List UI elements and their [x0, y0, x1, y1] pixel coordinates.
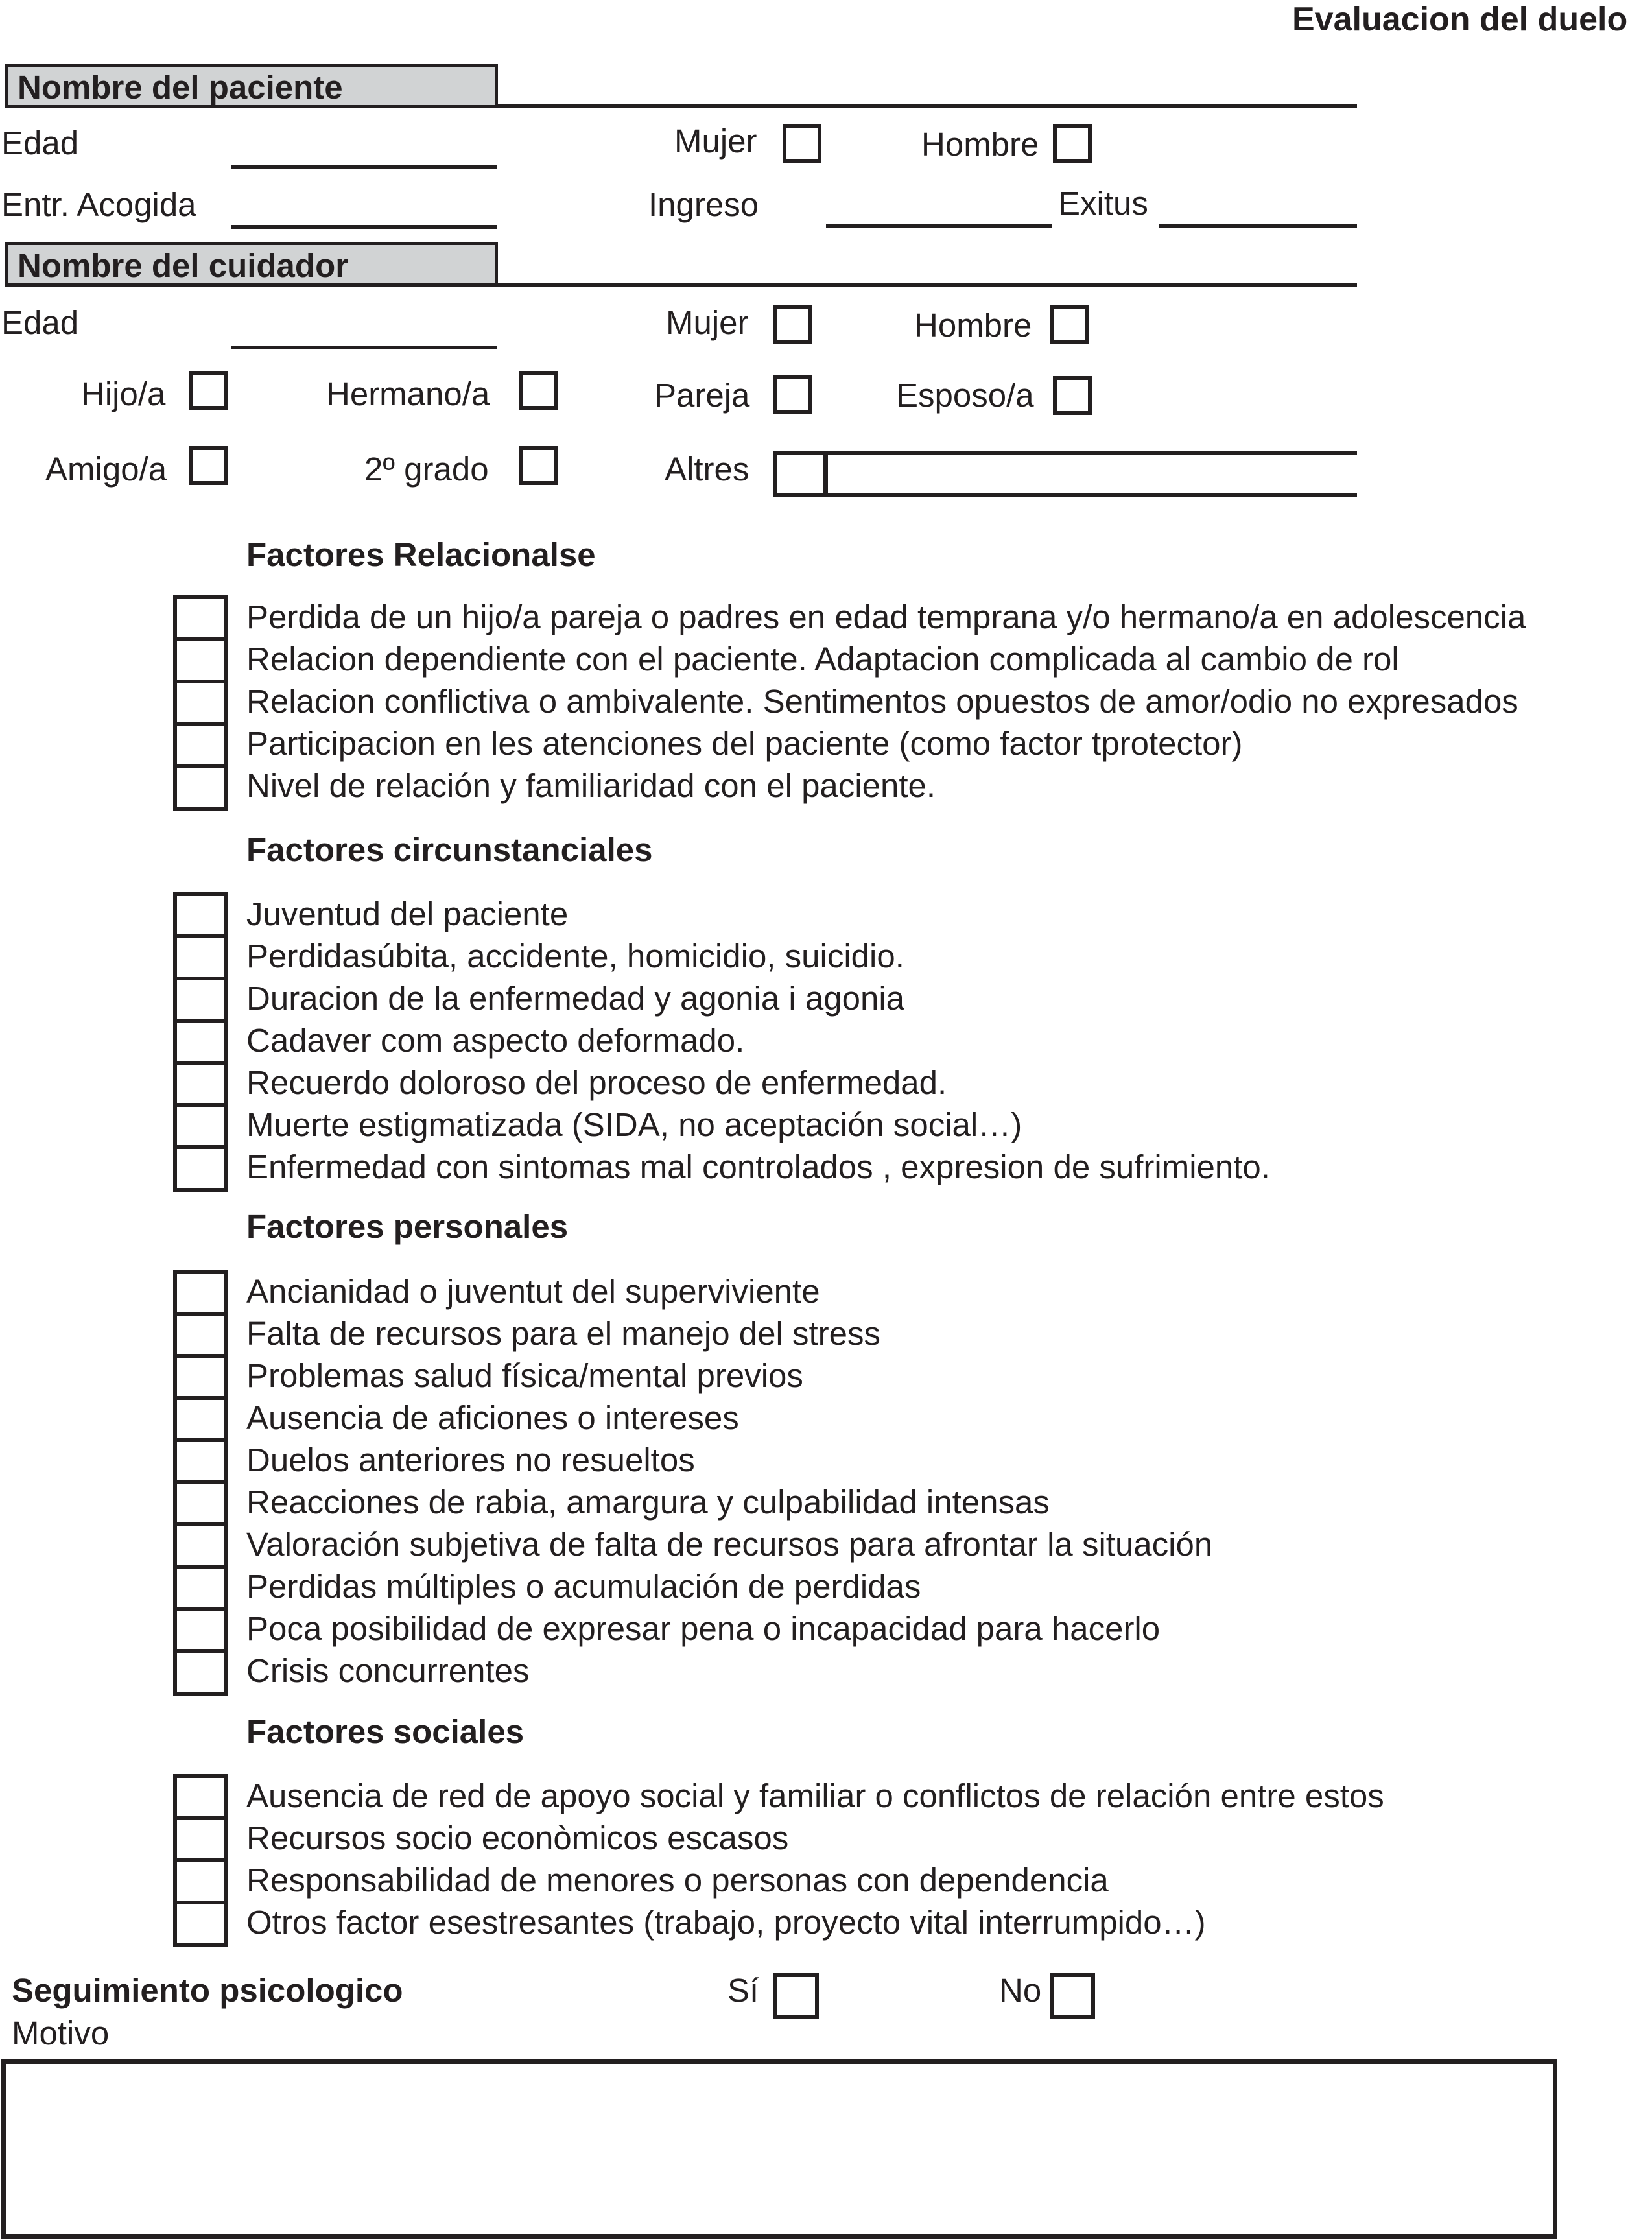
factor-item-label: Perdidas múltiples o acumulación de perdidas	[246, 1568, 921, 1605]
caregiver-male-label: Hombre	[914, 307, 1032, 344]
relation-amigo-label: Amigo/a	[45, 451, 167, 488]
relation-hermano-checkbox[interactable]	[519, 371, 558, 410]
factor-checkbox[interactable]	[173, 637, 228, 684]
factor-item-label: Ancianidad o juventut del superviviente	[246, 1273, 820, 1310]
factor-item-label: Crisis concurrentes	[246, 1652, 530, 1689]
patient-female-checkbox[interactable]	[783, 124, 821, 163]
relation-esposo-label: Esposo/a	[896, 377, 1034, 414]
factor-item-label: Problemas salud física/mental previos	[246, 1357, 803, 1394]
relation-segundo-grado-label: 2º grado	[364, 451, 489, 488]
patient-female-label: Mujer	[674, 123, 757, 160]
ingreso-field[interactable]	[826, 224, 1052, 228]
followup-yes-checkbox[interactable]	[773, 1973, 819, 2019]
section-heading: Factores sociales	[246, 1713, 525, 1750]
factor-checkbox[interactable]	[173, 1522, 228, 1569]
factor-checkbox[interactable]	[173, 1145, 228, 1192]
factor-item-label: Duelos anteriores no resueltos	[246, 1441, 695, 1478]
patient-age-label: Edad	[1, 124, 79, 161]
factor-checkbox[interactable]	[173, 1019, 228, 1065]
entr-acogida-field[interactable]	[231, 225, 497, 229]
relation-hijo-checkbox[interactable]	[189, 371, 228, 410]
caregiver-male-checkbox[interactable]	[1050, 305, 1089, 344]
relation-hermano-label: Hermano/a	[326, 375, 490, 412]
exitus-field[interactable]	[1159, 224, 1357, 228]
factor-checkbox[interactable]	[173, 1858, 228, 1905]
factor-checkbox[interactable]	[173, 764, 228, 811]
relation-amigo-checkbox[interactable]	[189, 446, 228, 485]
factor-item-label: Perdidasúbita, accidente, homicidio, suicidio.	[246, 938, 904, 975]
followup-yes-label: Sí	[727, 1972, 759, 2009]
factor-checkbox[interactable]	[173, 1103, 228, 1150]
ingreso-label: Ingreso	[648, 186, 759, 223]
caregiver-age-field[interactable]	[231, 346, 497, 349]
relation-altres-checkbox[interactable]	[773, 451, 828, 497]
followup-no-label: No	[999, 1972, 1042, 2009]
factor-checkbox[interactable]	[173, 1565, 228, 1611]
factor-item-label: Reacciones de rabia, amargura y culpabilidad intensas	[246, 1484, 1050, 1521]
factor-item-label: Valoración subjetiva de falta de recursos para afrontar la situación	[246, 1526, 1213, 1563]
factor-item-label: Ausencia de aficiones o intereses	[246, 1399, 739, 1436]
form-title: Evaluacion del duelo	[1292, 1, 1628, 38]
factor-item-label: Nivel de relación y familiaridad con el paciente.	[246, 767, 936, 804]
factor-checkbox[interactable]	[173, 1438, 228, 1485]
factor-item-label: Responsabilidad de menores o personas con dependencia	[246, 1862, 1109, 1899]
motivo-label: Motivo	[12, 2015, 110, 2052]
factor-checkbox[interactable]	[173, 934, 228, 981]
factor-checkbox[interactable]	[173, 680, 228, 726]
relation-pareja-checkbox[interactable]	[773, 375, 812, 414]
factor-item-label: Participacion en les atenciones del paciente (como factor tprotector)	[246, 725, 1243, 762]
caregiver-name-label: Nombre del cuidador	[18, 247, 349, 284]
section-heading: Factores circunstanciales	[246, 831, 653, 868]
factor-checkbox[interactable]	[173, 1061, 228, 1108]
factor-item-label: Recuerdo doloroso del proceso de enfermedad.	[246, 1064, 947, 1101]
patient-age-field[interactable]	[231, 165, 497, 169]
factor-checkbox[interactable]	[173, 595, 228, 642]
patient-name-label: Nombre del paciente	[18, 69, 343, 106]
factor-item-label: Relacion dependiente con el paciente. Adaptacion complicada al cambio de rol	[246, 641, 1399, 678]
factor-checkbox[interactable]	[173, 1312, 228, 1358]
relation-pareja-label: Pareja	[654, 377, 750, 414]
factor-checkbox[interactable]	[173, 722, 228, 768]
factor-checkbox[interactable]	[173, 977, 228, 1023]
section-heading: Factores personales	[246, 1208, 569, 1245]
relation-esposo-checkbox[interactable]	[1053, 376, 1092, 415]
factor-item-label: Ausencia de red de apoyo social y familiar o conflictos de relación entre estos	[246, 1777, 1384, 1814]
factor-item-label: Duracion de la enfermedad y agonia i agonia	[246, 980, 905, 1017]
factor-item-label: Relacion conflictiva o ambivalente. Sentimentos opuestos de amor/odio no expresados	[246, 683, 1518, 720]
relation-segundo-grado-checkbox[interactable]	[519, 446, 558, 485]
followup-label: Seguimiento psicologico	[12, 1972, 403, 2009]
factor-checkbox[interactable]	[173, 1396, 228, 1443]
caregiver-age-label: Edad	[1, 304, 79, 341]
factor-checkbox[interactable]	[173, 1480, 228, 1527]
followup-no-checkbox[interactable]	[1050, 1973, 1095, 2019]
factor-checkbox[interactable]	[173, 1901, 228, 1947]
factor-item-label: Perdida de un hijo/a pareja o padres en edad temprana y/o hermano/a en adolescencia	[246, 598, 1526, 635]
patient-name-label-box	[5, 64, 498, 108]
caregiver-female-checkbox[interactable]	[773, 305, 812, 344]
factor-checkbox[interactable]	[173, 1354, 228, 1401]
caregiver-name-label-box	[5, 242, 498, 287]
factor-checkbox[interactable]	[173, 1816, 228, 1863]
factor-item-label: Cadaver com aspecto deformado.	[246, 1022, 745, 1059]
patient-name-field[interactable]	[498, 104, 1357, 108]
relation-altres-field[interactable]	[823, 451, 1357, 497]
factor-item-label: Juventud del paciente	[246, 895, 569, 932]
factor-checkbox[interactable]	[173, 1774, 228, 1821]
relation-altres-label: Altres	[665, 451, 749, 488]
motivo-textarea[interactable]	[1, 2059, 1557, 2239]
caregiver-female-label: Mujer	[666, 304, 749, 341]
factor-checkbox[interactable]	[173, 1649, 228, 1696]
factor-item-label: Recursos socio econòmicos escasos	[246, 1819, 789, 1856]
factor-item-label: Falta de recursos para el manejo del stress	[246, 1315, 880, 1352]
caregiver-name-field[interactable]	[498, 283, 1357, 287]
section-heading: Factores Relacionalse	[246, 536, 596, 573]
factor-item-label: Muerte estigmatizada (SIDA, no aceptación social…)	[246, 1106, 1022, 1143]
factor-checkbox[interactable]	[173, 892, 228, 939]
exitus-label: Exitus	[1058, 185, 1148, 222]
factor-item-label: Poca posibilidad de expresar pena o incapacidad para hacerlo	[246, 1610, 1161, 1647]
relation-hijo-label: Hijo/a	[81, 375, 166, 412]
patient-male-label: Hombre	[921, 126, 1039, 163]
factor-item-label: Enfermedad con sintomas mal controlados , expresion de sufrimiento.	[246, 1148, 1270, 1185]
patient-male-checkbox[interactable]	[1053, 124, 1092, 163]
factor-checkbox[interactable]	[173, 1607, 228, 1653]
factor-checkbox[interactable]	[173, 1270, 228, 1316]
entr-acogida-label: Entr. Acogida	[1, 186, 196, 223]
factor-item-label: Otros factor esestresantes (trabajo, proyecto vital interrumpido…)	[246, 1904, 1206, 1941]
